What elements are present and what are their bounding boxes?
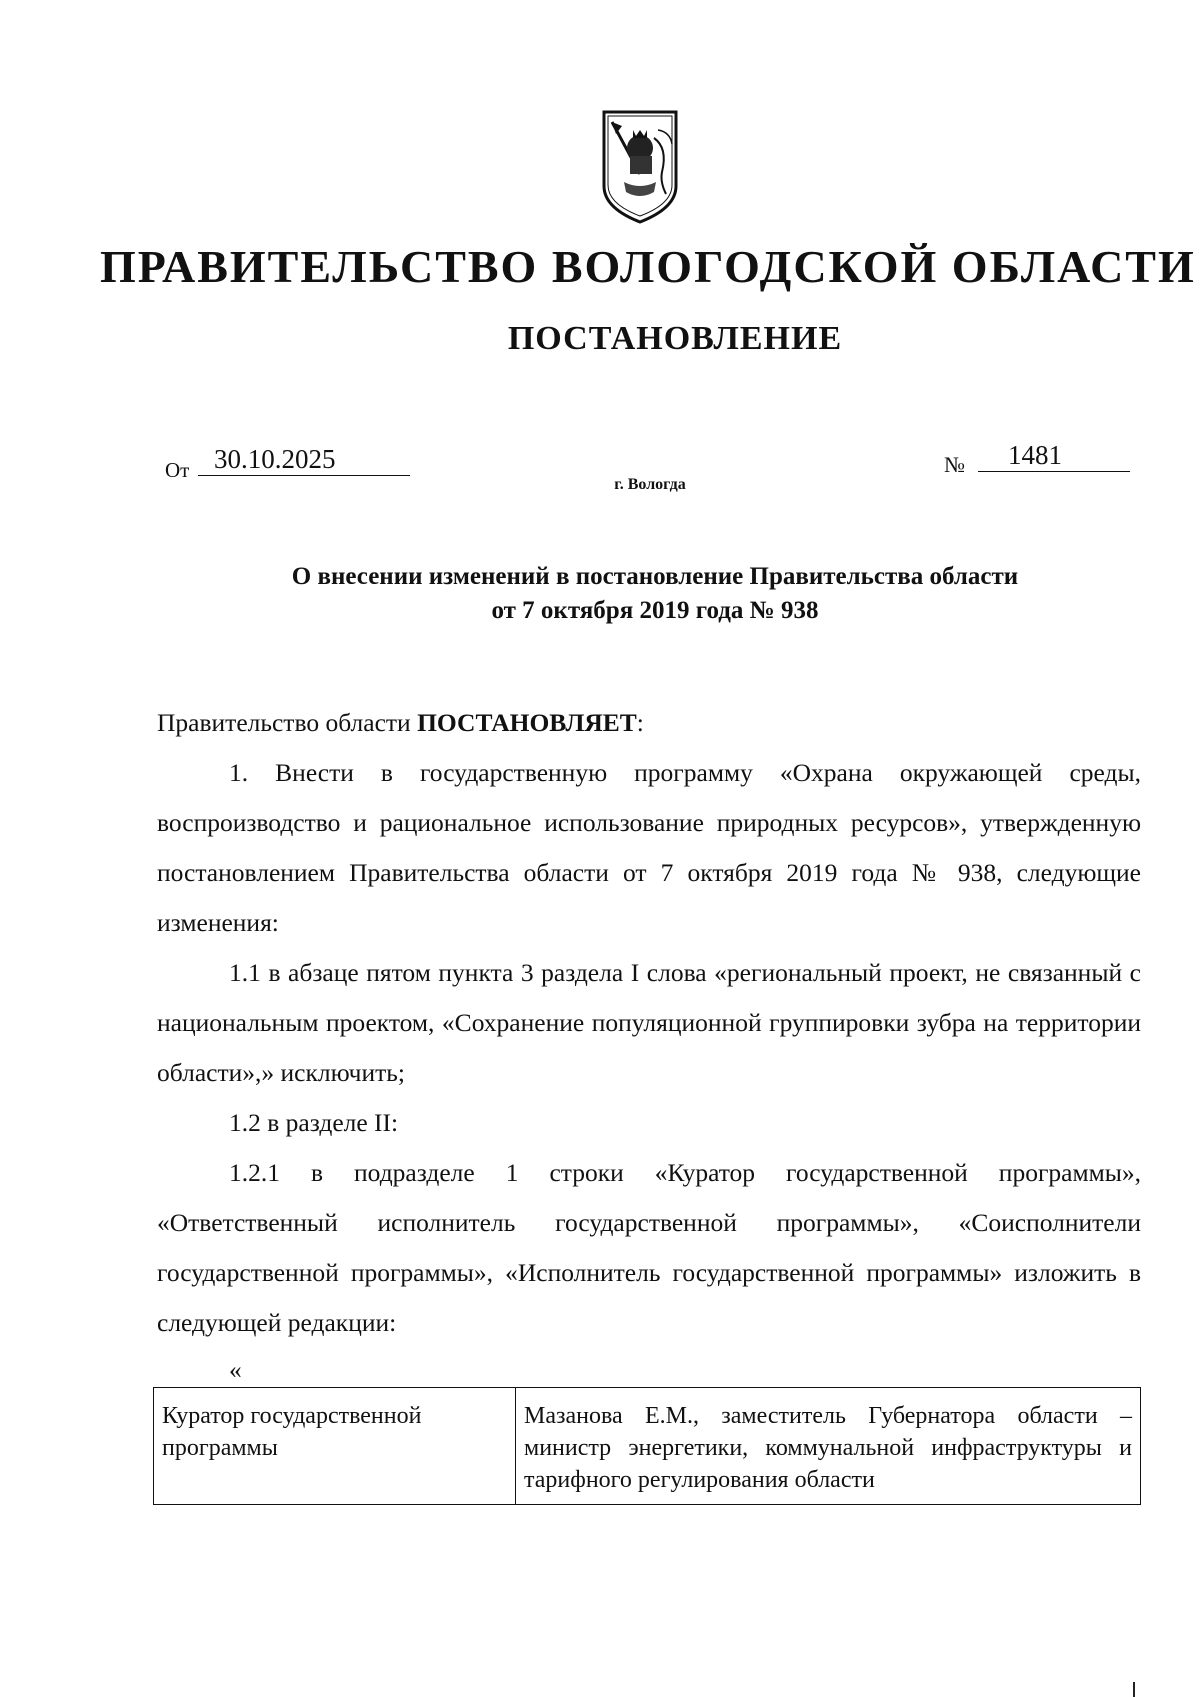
- paragraph-1-1: 1.1 в абзаце пятом пункта 3 раздела I слова «региональный проект, не связанный с национальным проектом, «Сохранение популяционной группировки зубра на территории области»,» исключить;: [157, 958, 1141, 1087]
- paragraph-1-2-1: 1.2.1 в подразделе 1 строки «Куратор государственной программы», «Ответственный исполнитель государственной программы», «Соисполнители государственной программы», «Исполнитель государственной программы» изложить в следующей редакции:: [157, 1158, 1141, 1337]
- table-cell-label: Куратор государственной программы: [154, 1388, 516, 1505]
- date-label: От: [165, 458, 190, 482]
- document-number: 1481: [978, 440, 1130, 472]
- table-cell-value: Мазанова Е.М., заместитель Губернатора области – министр энергетики, коммунальной инфраструктуры и тарифного регулирования области: [516, 1388, 1141, 1505]
- paragraph-1: 1. Внести в государственную программу «Охрана окружающей среды, воспроизводство и рациональное использование природных ресурсов», утвержденную постановлением Правительства области от 7 октября 2019 года № 938, следующие изменения:: [157, 758, 1141, 937]
- preamble-end: :: [636, 708, 644, 737]
- preamble-text: Правительство области: [157, 708, 418, 737]
- page-mark: [1133, 1682, 1135, 1697]
- preamble-bold: ПОСТАНОВЛЯЕТ: [417, 708, 637, 737]
- number-label: №: [944, 452, 965, 477]
- document-body: [157, 698, 1141, 1396]
- opening-quote: «: [229, 1355, 242, 1384]
- government-title: ПРАВИТЕЛЬСТВО ВОЛОГОДСКОЙ ОБЛАСТИ: [100, 241, 1196, 292]
- document-type: ПОСТАНОВЛЕНИЕ: [507, 320, 843, 357]
- document-date: 30.10.2025: [198, 444, 410, 476]
- subject-line-2: от 7 октября 2019 года № 938: [491, 597, 819, 624]
- curator-table: [153, 1387, 1141, 1505]
- subject-line-1: О внесении изменений в постановление Правительства области: [291, 563, 1019, 590]
- coat-of-arms-icon: [600, 108, 680, 226]
- city: г. Вологда: [614, 476, 686, 493]
- table-row: [154, 1388, 1141, 1505]
- document-subject: [180, 560, 1130, 628]
- preamble: [157, 698, 1141, 748]
- paragraph-1-2: 1.2 в разделе II:: [229, 1108, 399, 1137]
